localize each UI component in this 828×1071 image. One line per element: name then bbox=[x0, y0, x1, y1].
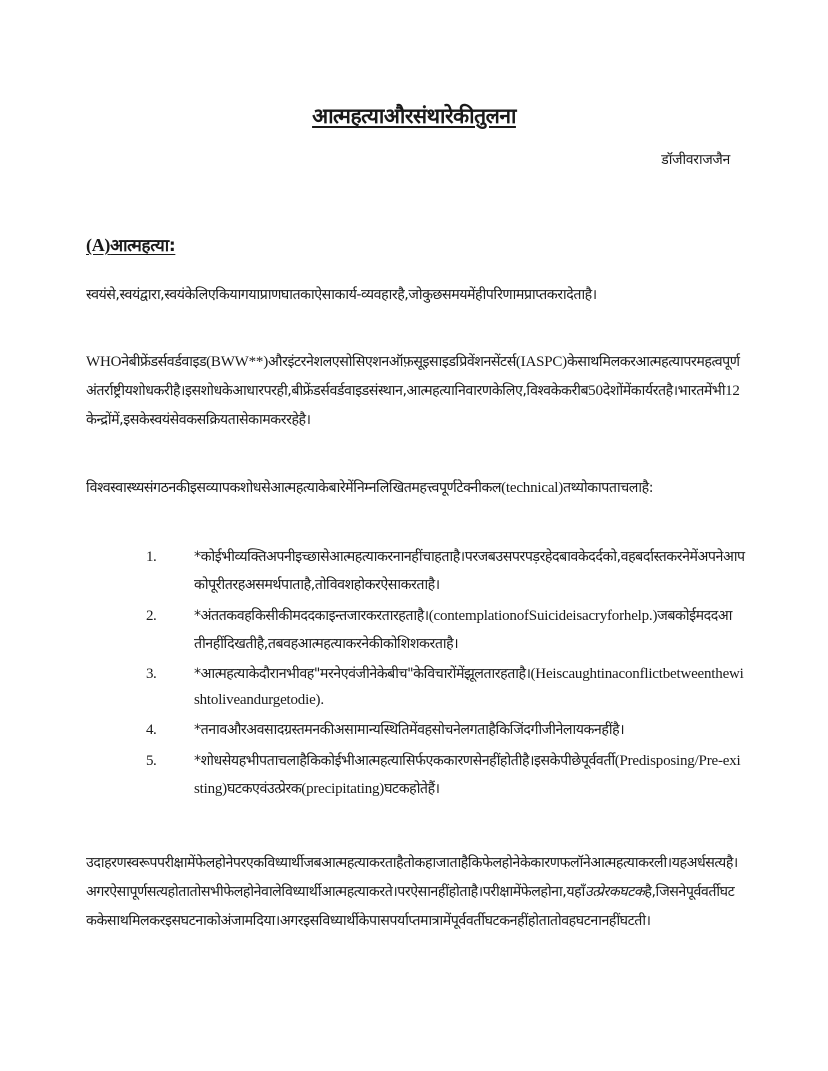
list-text: *अंततकवहकिसीकीमददकाइन्तजारकरतारहताहै। bbox=[194, 608, 429, 624]
list-number: 3. bbox=[146, 666, 157, 682]
list-text: घटकएवंउत्प्रेरक bbox=[226, 781, 302, 797]
italic-term: उत्प्रेरकघटक bbox=[584, 884, 645, 900]
list-text-latin: (contemplationofSuicideisacryforhelp.) bbox=[428, 608, 658, 624]
list-text-latin: (Predisposing/Pre-existing) bbox=[194, 753, 741, 797]
section-title: आत्महत्या: bbox=[110, 236, 176, 256]
text-span: केसाथमिलकरआत्महत्यापरमहत्वपूर्णअंतर्राष्ट्रीयशोधकरीहै।इसशोधकेआधारपरही,बीफ्रेंडर्सवर्डवाइडसंस्थान,आत्महत्यानिवारणकेलिए,विश्वकेकरीब bbox=[86, 354, 740, 399]
text-span: केन्द्रोंमें,इसकेस्वयंसेवकसक्रियतासेकामकररहेहै। bbox=[86, 412, 311, 428]
text-span: है,जिसनेपूर्ववर्तीघटककेसाथमिलकरइसघटनाकोअंजामदिया।अगरइसविध्यार्थीकेपासपर्याप्तमात्रामेंपूर्ववर्तीघटकनहींहोतातोवहघटनानहींघटती। bbox=[86, 884, 735, 929]
document-title: आत्महत्याऔरसंथारेकीतुलना bbox=[312, 104, 516, 128]
list-number: 5. bbox=[146, 753, 157, 769]
list-item bbox=[146, 716, 746, 744]
text-span: (BWW**) bbox=[206, 354, 269, 370]
facts-list bbox=[146, 543, 746, 806]
text-span: (IASPC) bbox=[515, 354, 567, 370]
list-text: *कोईभीव्यक्तिअपनीइच्छासेआत्महत्याकरनानहींचाहताहै।परजबउसपरपड़रहेदबावकेदर्दको,वहबर्दास्तकरनेमेंअपनेआपकोपूरीतरहअसमर्थपाताहै,तोविवशहोकरऐसाकरताहै। bbox=[194, 549, 745, 593]
list-item bbox=[146, 602, 746, 658]
text-span: उदाहरणस्वरूपपरीक्षामेंफेलहोनेपरएकविध्यार्थीजबआत्महत्याकरताहैतोकहाजाताहैकिफेलहोनेकेकारणफलॉनेआत्महत्याकरली।यहअर्धसत्यहै।अगरऐसापूर्णसत्यहोतातोसभीफेलहोनेवालेविध्यार्थीआत्महत्याकरते।परऐसानहींहोताहै।परीक्षामेंफेलहोना,यहाँ bbox=[86, 855, 738, 900]
list-item bbox=[146, 661, 746, 713]
list-text: जबकोईमददआतीनहींदिखतीहै,तबवहआत्महत्याकरनेकीकोशिशकरताहै। bbox=[194, 608, 732, 652]
text-span: नेबीफ्रेंडर्सवर्डवाइड bbox=[121, 354, 207, 370]
list-text: *शोधसेयहभीपताचलाहैकिकोईभीआत्महत्यासिर्फएककारणसेनहींहोतीहै।इसकेपीछेपूर्ववर्ती bbox=[194, 753, 615, 769]
text-span: 50 bbox=[588, 383, 603, 399]
text-span: 12 bbox=[725, 383, 740, 399]
text-span: (technical) bbox=[501, 480, 564, 496]
text-span: देशोंमेंकार्यरतहै।भारतमेंभी bbox=[602, 383, 726, 399]
section-label: (A) bbox=[86, 235, 111, 255]
section-heading bbox=[86, 233, 175, 256]
text-span: विश्वस्वास्थ्यसंगठनकीइसव्यापकशोधसेआत्महत्याकेबारेमेंनिम्नलिखितमहत्त्वपूर्णटेक्नीकल bbox=[86, 480, 502, 496]
list-number: 4. bbox=[146, 722, 157, 738]
list-text: *तनावऔरअवसादग्रस्तमनकीअसामान्यस्थितिमेंवहसोचनेलगताहैकिजिंदगीजीनेलायकनहींहै। bbox=[194, 722, 625, 738]
paragraph-who-research bbox=[86, 348, 744, 435]
text-span: WHO bbox=[86, 354, 122, 370]
list-text-latin: (Heiscaughtinaconflictbetweenthewishtoliveandurgetodie). bbox=[194, 666, 744, 708]
paragraph-who-facts-intro bbox=[86, 474, 744, 503]
text-span: तथ्योकापताचलाहै: bbox=[563, 480, 654, 496]
list-text: *आत्महत्याकेदौरानभीवह"मरनेएवंजीनेकेबीच"केविचारोंमेंझूलतारहताहै। bbox=[194, 666, 531, 682]
list-text-latin: (precipitating) bbox=[301, 781, 385, 797]
list-number: 1. bbox=[146, 549, 157, 565]
text-span: औरइंटरनेशलएसोसिएशनऑफ़सूइसाइडप्रिवेंशनसेंटर्स bbox=[268, 354, 516, 370]
paragraph-definition: स्वयंसे,स्वयंद्वारा,स्वयंकेलिएकियागयाप्राणघातकाऐसाकार्य-व्यवहारहै,जोकुछसमयमेंहीपरिणामप्राप्तकरादेताहै। bbox=[86, 287, 597, 303]
list-item bbox=[146, 543, 746, 599]
list-item bbox=[146, 747, 746, 803]
paragraph-example bbox=[86, 849, 744, 936]
list-text: घटकहोतेहैं। bbox=[384, 781, 440, 797]
list-number: 2. bbox=[146, 608, 157, 624]
author-name: डॉजीवराजजैन bbox=[661, 152, 730, 168]
